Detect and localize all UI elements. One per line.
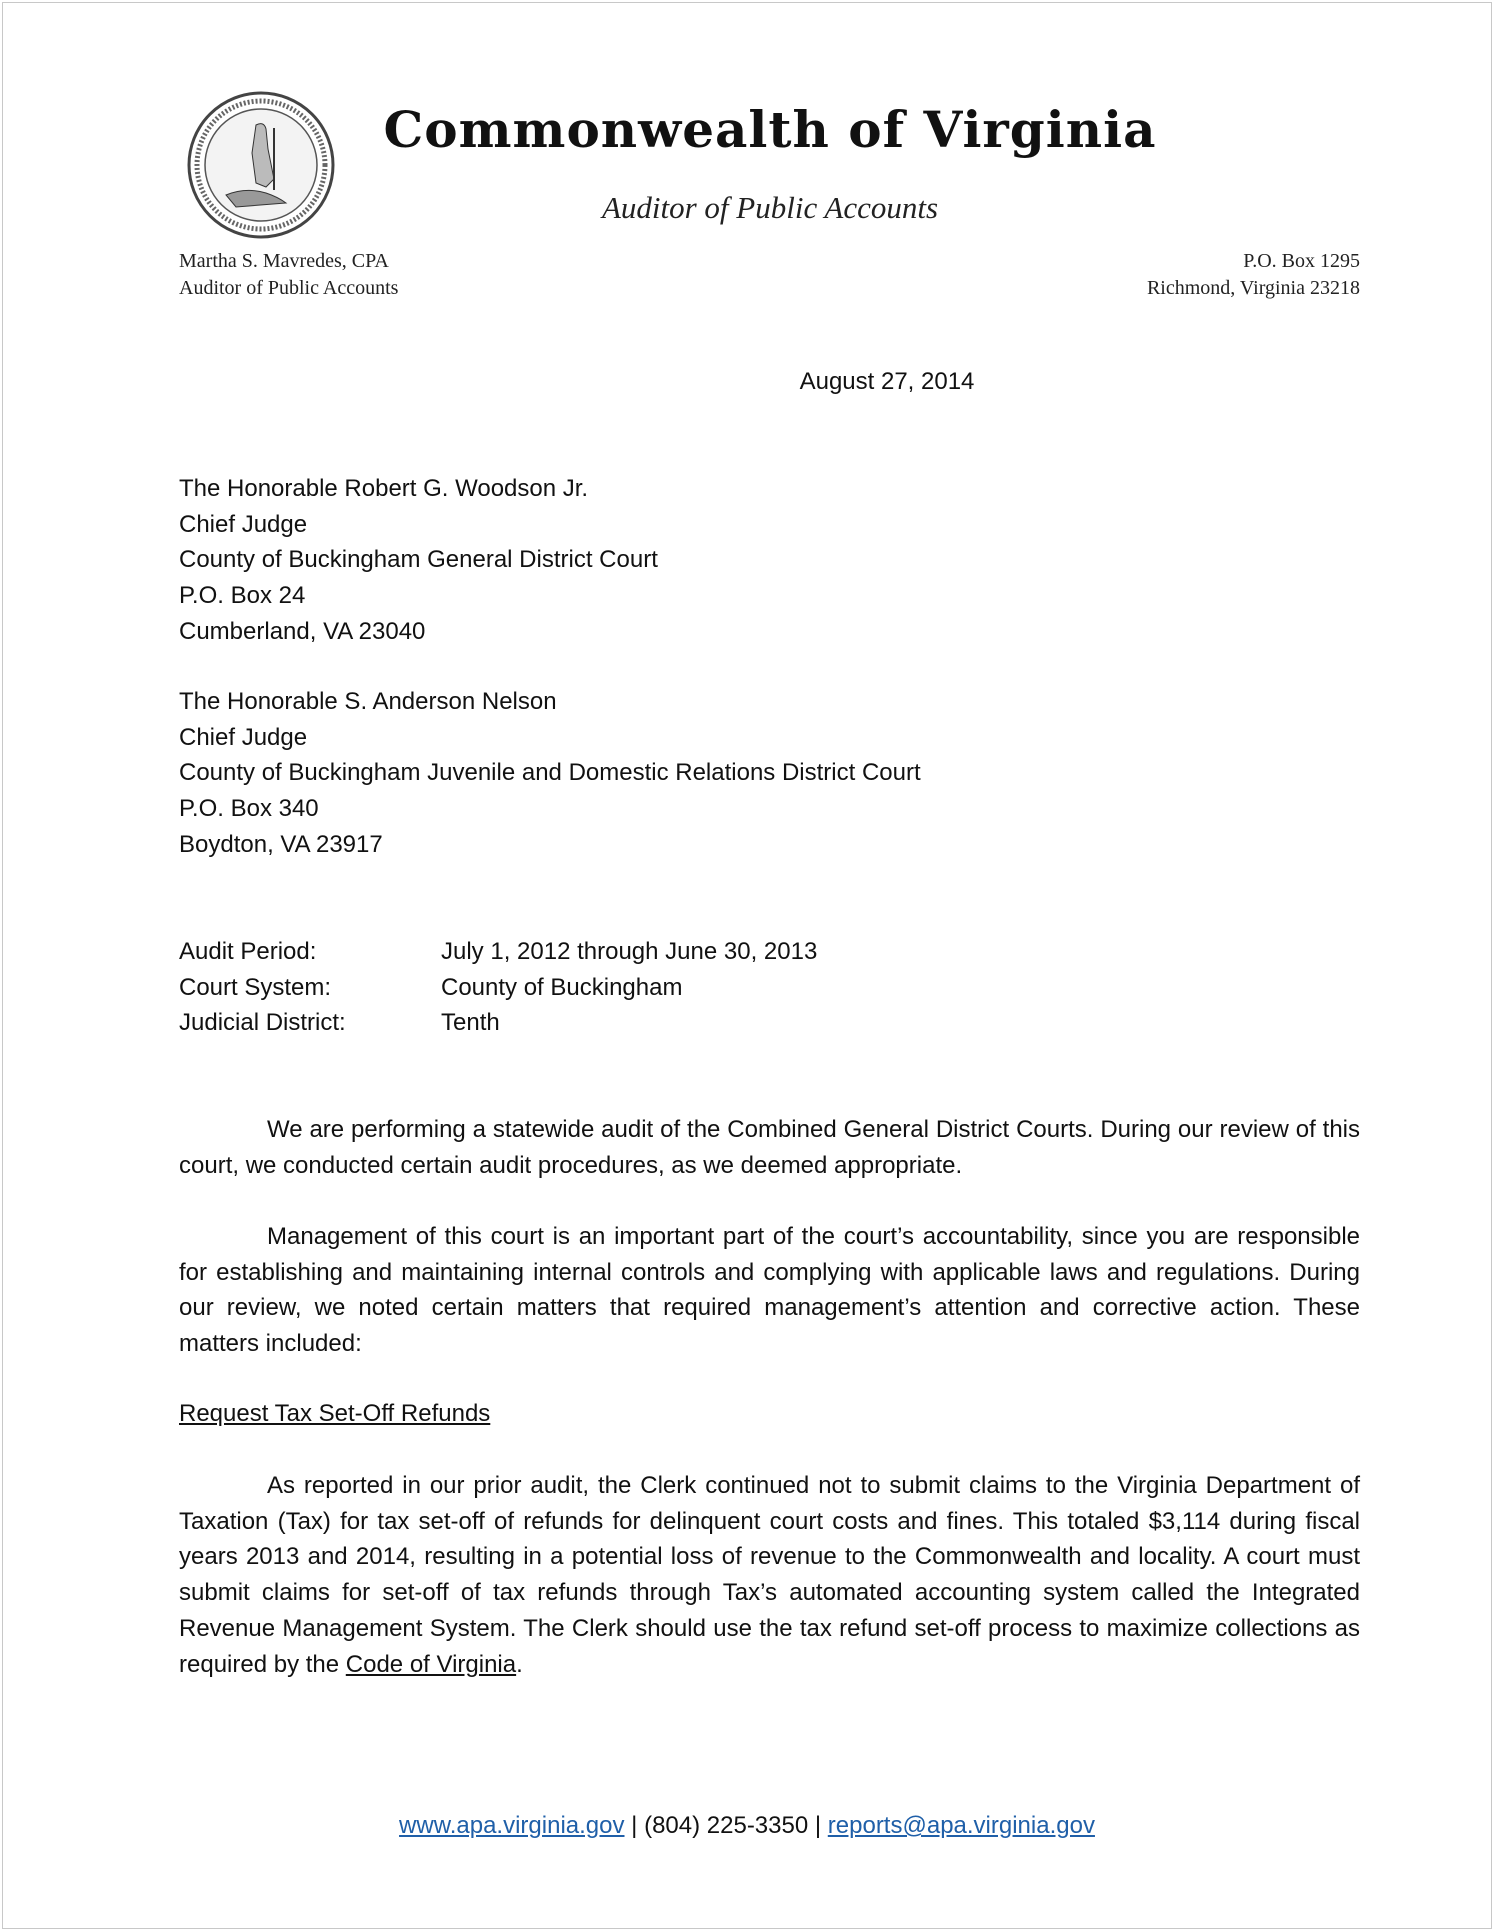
recipient-line: Cumberland, VA 23040 (179, 617, 426, 645)
paragraph: We are performing a statewide audit of the Combined General District Courts. During our review of this court, we conducted certain audit procedures, as we deemed appropriate. (179, 1116, 1360, 1179)
audit-label: Audit Period: (179, 938, 317, 965)
audit-info (179, 934, 817, 1041)
footer (0, 1808, 1494, 1844)
website-link[interactable]: www.apa.virginia.gov (399, 1812, 625, 1839)
recipient-line: P.O. Box 24 (179, 582, 306, 610)
recipient-line: Chief Judge (179, 510, 308, 538)
po-box: P.O. Box 1295 (1243, 250, 1360, 272)
audit-value: County of Buckingham (441, 973, 683, 1001)
recipient-block (179, 471, 658, 650)
paragraph-text: As reported in our prior audit, the Clerk continued not to submit claims to the Virginia Department of Taxation (Tax) for tax set-off of refunds for delinquent court costs and fines. This totaled $3,114 during fiscal years 2013 and 2014, resulting in a potential loss of revenue to the Commonwealth and locality. A court must submit claims for set-off of tax refunds through Tax’s automated accounting system called the Integrated Revenue Management System. The Clerk should use the tax refund set-off process to maximize collections as required by the (179, 1472, 1360, 1678)
auditor-info (179, 248, 398, 302)
audit-info-row (179, 1005, 817, 1041)
separator: | (624, 1812, 645, 1839)
auditor-name: Martha S. Mavredes, CPA (179, 250, 389, 272)
recipient-line: P.O. Box 340 (179, 795, 319, 823)
code-of-virginia-citation: Code of Virginia (345, 1650, 517, 1678)
auditor-title: Auditor of Public Accounts (179, 277, 399, 299)
letterhead-subtitle: Auditor of Public Accounts (601, 190, 939, 225)
recipient-line: The Honorable S. Anderson Nelson (179, 688, 557, 715)
paragraph-end: . (516, 1650, 523, 1678)
office-address (1147, 248, 1360, 302)
audit-label: Judicial District: (179, 1009, 346, 1037)
recipient-line: Chief Judge (179, 723, 308, 751)
recipient-line: The Honorable Robert G. Woodson Jr. (179, 475, 589, 502)
audit-value: July 1, 2012 through June 30, 2013 (441, 938, 818, 965)
paragraph: Management of this court is an important part of the court’s accountability, since you are responsible for establishing and maintaining internal controls and complying with applicable laws and regulations. During our review, we noted certain matters that required management’s attention and corrective action. These matters included: (179, 1223, 1360, 1358)
audit-info-row (179, 970, 817, 1006)
city-state-zip: Richmond, Virginia 23218 (1146, 277, 1360, 299)
separator: | (808, 1812, 828, 1839)
audit-info-row (179, 934, 817, 970)
letterhead-title: Commonwealth of Virginia (383, 100, 1157, 159)
recipient-line: Boydton, VA 23917 (179, 830, 383, 858)
recipient-line: County of Buckingham Juvenile and Domestic Relations District Court (179, 759, 921, 787)
audit-label: Court System: (179, 973, 332, 1001)
letter-date: August 27, 2014 (799, 368, 975, 395)
audit-value: Tenth (441, 1009, 500, 1037)
recipient-block (179, 684, 921, 863)
email-link[interactable]: reports@apa.virginia.gov (827, 1812, 1095, 1839)
phone-number: (804) 225-3350 (644, 1812, 809, 1839)
paragraph (179, 1468, 1360, 1682)
recipient-line: County of Buckingham General District Court (179, 546, 658, 574)
section-heading: Request Tax Set-Off Refunds (179, 1400, 491, 1427)
